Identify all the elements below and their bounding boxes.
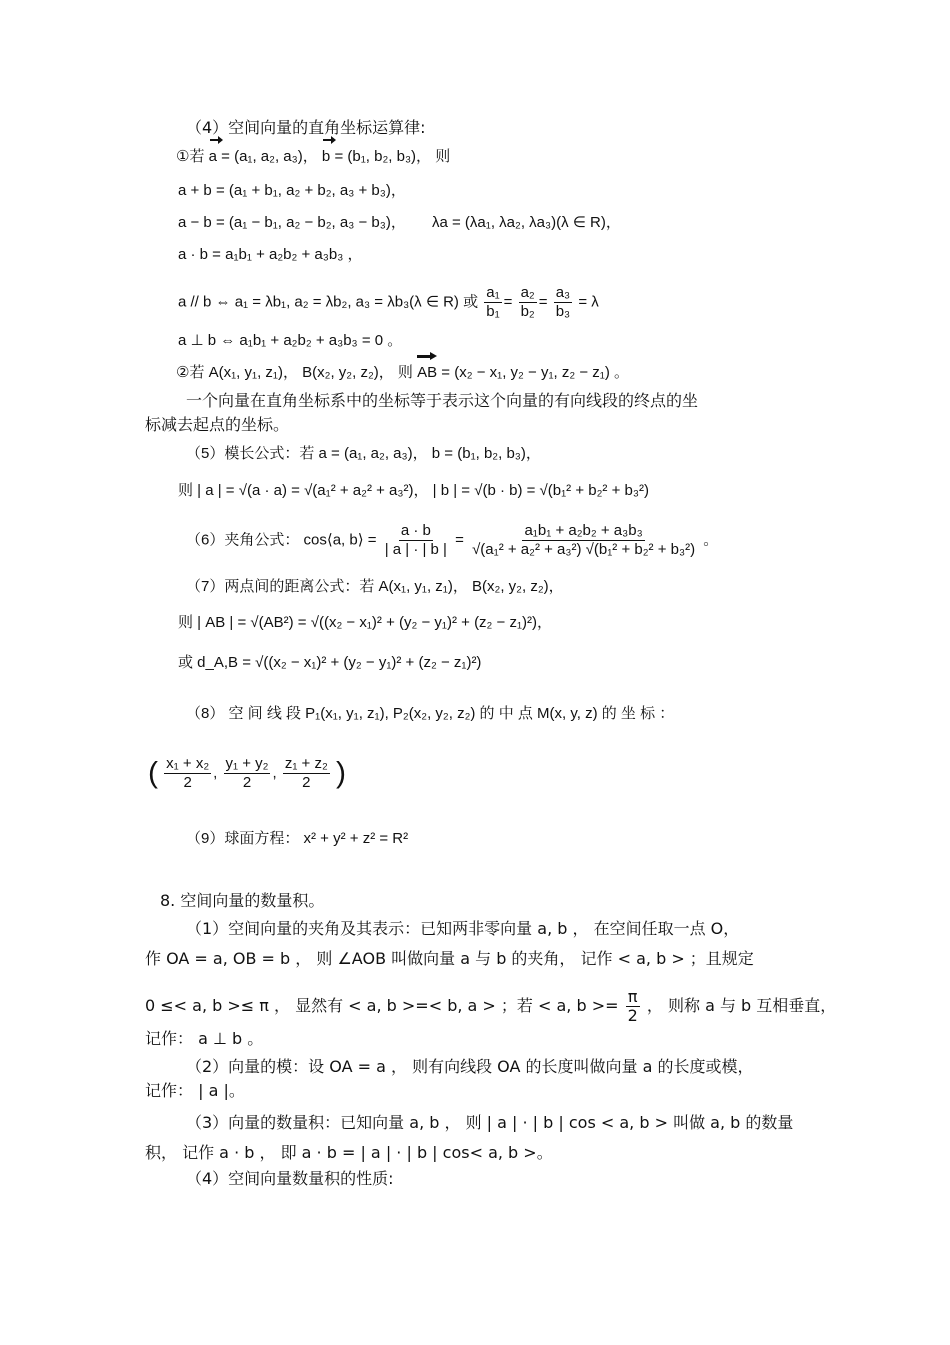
vector-ab-symbol: AB xyxy=(417,362,437,384)
fraction-a1-b1 xyxy=(484,284,501,321)
def-dot-line-2: 积， 记作 a · b ， 即 a · b = | a | · | b | cos< a, b >。 xyxy=(145,1143,553,1162)
right-paren: ) xyxy=(335,756,346,790)
fraction-denominator: b₂ xyxy=(520,303,535,320)
paragraph-line-1: 一个向量在直角坐标系中的坐标等于表示这个向量的有向线段的终点的坐 xyxy=(186,391,699,410)
rule-condition-prefix: ①若 xyxy=(176,148,205,165)
rule-vector-ab-text: ②若 A(x₁, y₁, z₁)， B(x₂, y₂, z₂)， 则 xyxy=(176,364,413,381)
fraction-numerator: a · b xyxy=(400,522,431,539)
def-dot-line-1: （3）向量的数量积：已知向量 a, b ， 则 | a | · | b | cos < a, b > 叫做 a, b 的数量 xyxy=(186,1113,794,1132)
def-angle-line-3 xyxy=(145,988,836,1025)
rule-scalar-multiply: λa = (λa₁, λa₂, λa₃)(λ ∈ R)， xyxy=(432,214,621,231)
fraction-denominator: b₃ xyxy=(555,303,571,320)
fraction-dot-over-norms xyxy=(383,522,449,559)
heading-5: （5）模长公式：若 a = (a₁, a₂, a₃)， b = (b₁, b₂, b₃)， xyxy=(186,445,541,462)
distance-formula: 则 | AB | = √(AB²) = √((x₂ − x₁)² + (y₂ − y₁)² + (z₂ − z₁)²)， xyxy=(178,614,553,631)
fraction-numerator: x₁ + x₂ xyxy=(166,755,210,772)
rule-vector-ab xyxy=(176,362,629,384)
rule-subtraction: a − b = (a₁ − b₁, a₂ − b₂, a₃ − b₃)， xyxy=(178,214,406,231)
fraction-coord-form xyxy=(470,522,697,559)
fraction-numerator: a₁ xyxy=(486,284,500,301)
heading-dot-properties: （4）空间向量数量积的性质: xyxy=(186,1169,394,1188)
fraction-numerator: a₁b₁ + a₂b₂ + a₃b₃ xyxy=(524,522,643,539)
distance-formula-alt: 或 d_A,B = √((x₂ − x₁)² + (y₂ − y₁)² + (z₂ − z₁)²) xyxy=(178,654,482,671)
fraction-denominator: 2 xyxy=(183,774,192,791)
fraction-x-mid xyxy=(164,755,211,792)
heading-6 xyxy=(186,522,718,559)
fraction-denominator: √(a₁² + a₂² + a₃²) √(b₁² + b₂² + b₃²) xyxy=(472,541,696,558)
fraction-denominator: 2 xyxy=(627,1006,638,1025)
vector-b-coords: = (b₁, b₂, b₃)， 则 xyxy=(334,148,451,165)
def-angle-perpendicular: ， 则称 a 与 b 互相垂直， xyxy=(646,996,837,1015)
rule-condition xyxy=(176,146,450,168)
heading-8: （8） 空 间 线 段 P₁(x₁, y₁, z₁), P₂(x₂, y₂, z₂) 的 中 点 M(x, y, z) 的 坐 标 ： xyxy=(186,705,675,722)
fraction-y-mid xyxy=(224,755,271,792)
rule-vector-ab-coords: = (x₂ − x₁, y₂ − y₁, z₂ − z₁) 。 xyxy=(441,364,629,381)
fraction-denominator: 2 xyxy=(242,774,252,791)
rule-parallel-end: = λ xyxy=(578,293,599,311)
midpoint-coords: ( $\frac{\text{x₁ + x₂}}{2}$ , $\frac{\text{y₁ + y₂}}{2}$ , $\frac{\text{z₁ + z₂}}{2}$ ) xyxy=(148,755,346,791)
fraction-numerator: y₁ + y₂ xyxy=(225,755,269,772)
equals-sign: = xyxy=(455,531,464,549)
fraction-a3-b3 xyxy=(554,284,572,321)
left-paren: ( xyxy=(148,756,158,790)
def-modulus-line-1: （2）向量的模：设 OA = a ， 则有向线段 OA 的长度叫做向量 a 的长度或模， xyxy=(186,1057,754,1076)
vector-a-symbol: a xyxy=(209,146,217,168)
heading-4: （4）空间向量的直角坐标运算律: xyxy=(186,118,426,137)
heading-9: （9）球面方程： x² + y² + z² = R² xyxy=(186,830,409,847)
fraction-a2-b2 xyxy=(519,284,537,321)
fraction-pi-over-2 xyxy=(626,988,640,1025)
fraction-denominator: 2 xyxy=(302,774,311,791)
def-angle-line-4: 记作： a ⊥ b 。 xyxy=(145,1029,264,1048)
def-modulus-line-2: 记作： | a |。 xyxy=(145,1081,245,1100)
fraction-numerator: π xyxy=(627,987,638,1006)
modulus-formula: 则 | a | = √(a · a) = √(a₁² + a₂² + a₃²)， | b | = √(b · b) = √(b₁² + b₂² + b₃²) xyxy=(178,482,649,499)
rule-parallel: a // b ⇔ a₁ = λb₁, a₂ = λb₂, a₃ = λb₃(λ ∈ R) 或 $\frac{\text{a₁}}{\text{b₁}}$ = $\frac{\text{a₂}}{\text{b₂}}$ = $\frac{\text{a₃}}{\text{b₃}}$ = λ xyxy=(178,284,599,320)
def-angle-line-2: 作 OA = a, OB = b ， 则 ∠AOB 叫做向量 a 与 b 的夹角， 记作 < a, b > ；且规定 xyxy=(145,949,754,968)
def-angle-range: 0 ≤< a, b >≤ π ， 显然有 < a, b >=< b, a > ；若 < a, b >= xyxy=(145,996,619,1015)
rule-dot-product: a · b = a₁b₁ + a₂b₂ + a₃b₃ ， xyxy=(178,246,363,263)
period: 。 xyxy=(703,531,719,549)
heading-7: （7）两点间的距离公式：若 A(x₁, y₁, z₁)， B(x₂, y₂, z₂)， xyxy=(186,578,564,595)
fraction-z-mid xyxy=(283,755,330,792)
vector-b-symbol: b xyxy=(322,146,330,168)
fraction-denominator: | a | · | b | xyxy=(384,541,447,558)
fraction-numerator: a₃ xyxy=(555,284,571,301)
vector-a-coords: = (a₁, a₂, a₃)， xyxy=(221,148,322,165)
section-8-title: 8. 空间向量的数量积。 xyxy=(160,891,325,910)
rule-parallel-text: a // b ⇔ a₁ = λb₁, a₂ = λb₂, a₃ = λb₃(λ ∈ R) 或 xyxy=(178,293,479,311)
def-angle-line-1: （1）空间向量的夹角及其表示：已知两非零向量 a, b ， 在空间任取一点 O， xyxy=(186,919,740,938)
fraction-denominator: b₁ xyxy=(486,303,500,320)
angle-formula-label: （6）夹角公式： cos⟨a, b⟩ = xyxy=(186,531,377,549)
fraction-numerator: z₁ + z₂ xyxy=(284,755,328,772)
paragraph-line-2: 标减去起点的坐标。 xyxy=(145,415,290,434)
rule-perpendicular: a ⊥ b ⇔ a₁b₁ + a₂b₂ + a₃b₃ = 0 。 xyxy=(178,332,403,349)
rule-addition: a + b = (a₁ + b₁, a₂ + b₂, a₃ + b₃)， xyxy=(178,182,406,199)
fraction-numerator: a₂ xyxy=(520,284,535,301)
